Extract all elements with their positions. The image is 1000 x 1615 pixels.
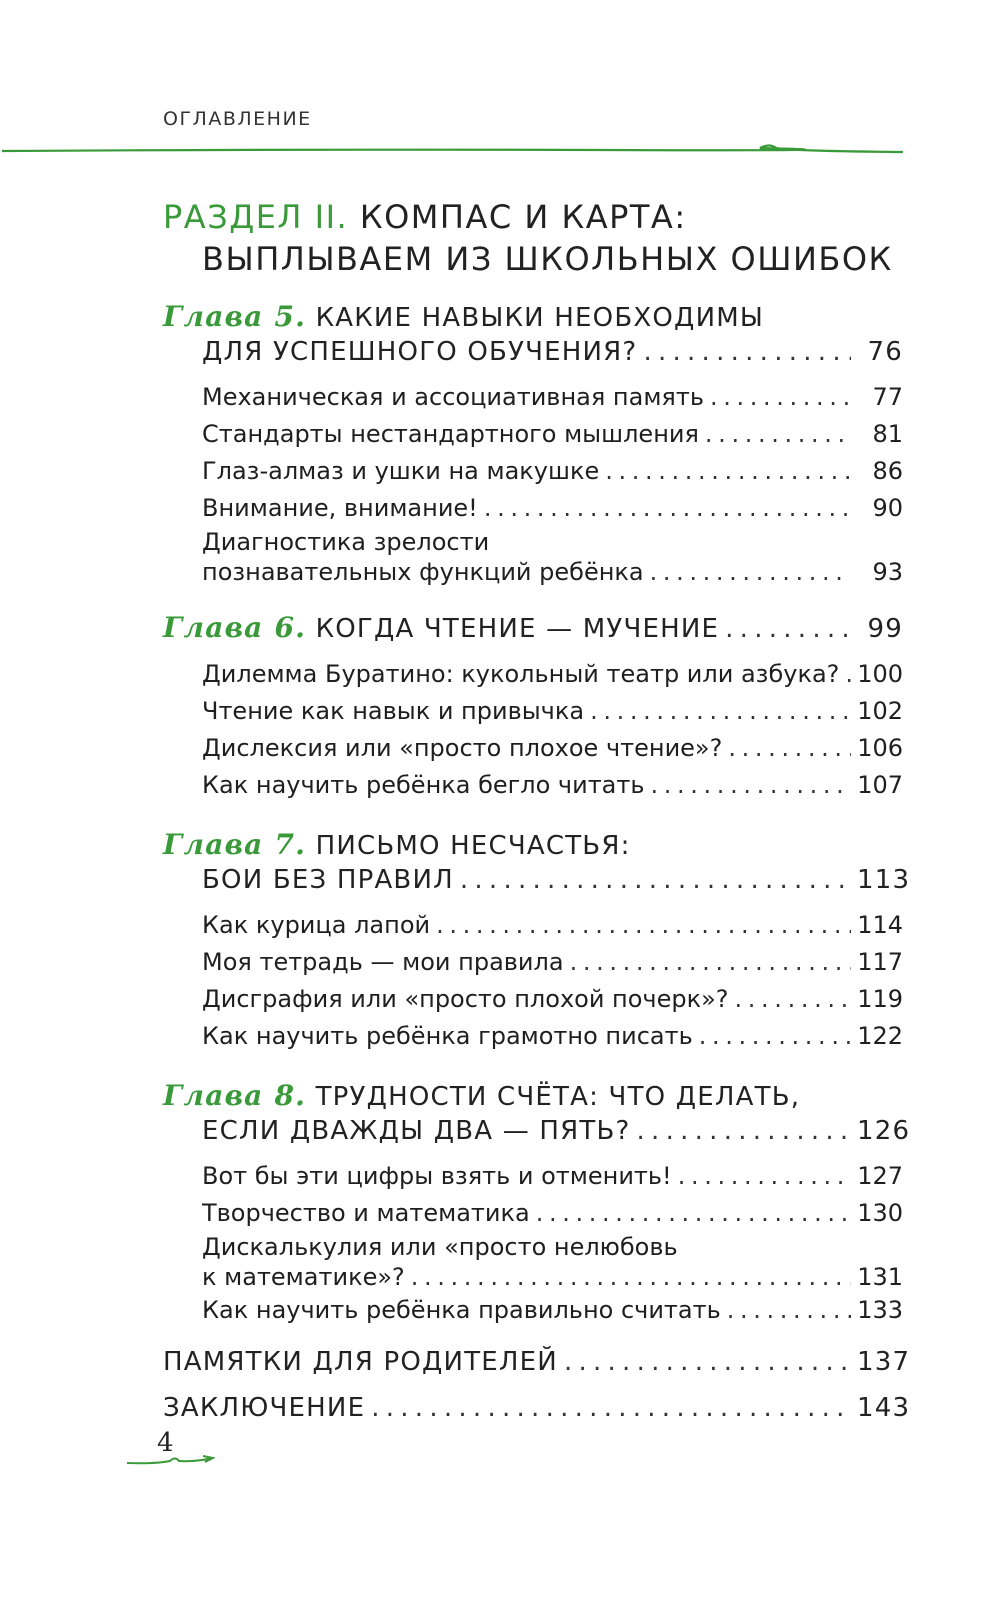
dot-leader: [699, 1018, 851, 1055]
dot-leader: [651, 767, 851, 804]
entry-title: Как научить ребёнка бегло читать: [202, 771, 645, 799]
dot-leader: [605, 453, 851, 490]
dot-leader: [705, 416, 851, 453]
section-heading: [163, 196, 903, 280]
chapter-label: Глава 6.: [163, 611, 307, 644]
chapter-title-cont: ДЛЯ УСПЕШНОГО ОБУЧЕНИЯ?: [202, 337, 638, 367]
entry-title: Как научить ребёнка грамотно писать: [202, 1022, 693, 1050]
entry-title: Чтение как навык и привычка: [202, 697, 585, 725]
page-number: 81: [872, 420, 903, 448]
toc-entry: [163, 907, 903, 944]
page-number: 119: [857, 985, 903, 1013]
toc-entry: [163, 1018, 903, 1055]
entry-title: Творчество и математика: [202, 1199, 530, 1227]
page-number: 107: [857, 771, 903, 799]
chapter-title: КОГДА ЧТЕНИЕ — МУЧЕНИЕ: [315, 614, 720, 644]
entry-title: Стандарты нестандартного мышления: [202, 420, 699, 448]
toc-final-entry: [163, 1385, 911, 1431]
toc-entry: [163, 1292, 903, 1329]
chapter-7: [163, 828, 911, 897]
toc-entry: [163, 1158, 903, 1195]
section-prefix: РАЗДЕЛ II.: [163, 198, 349, 236]
header-divider: [0, 140, 905, 160]
page-number: 77: [872, 383, 903, 411]
toc-final-entry: [163, 1339, 911, 1385]
toc-entry: [163, 767, 903, 804]
entry-title: Дилемма Буратино: кукольный театр или азбука?: [202, 660, 840, 688]
chapter-5: [163, 300, 903, 369]
chapter-label: Глава 7.: [163, 828, 307, 861]
toc-entry: [163, 416, 903, 453]
dot-leader: [710, 379, 851, 416]
toc-entry: [163, 490, 903, 527]
dot-leader: [678, 1158, 851, 1195]
section-title-line1: КОМПАС И КАРТА:: [359, 198, 687, 236]
dot-leader: [590, 693, 851, 730]
page-number: 133: [857, 1296, 903, 1324]
dot-leader: [637, 1114, 851, 1148]
toc-entry: [163, 453, 903, 490]
chapter-title: ПИСЬМО НЕСЧАСТЬЯ:: [315, 831, 631, 861]
page-number: 90: [872, 494, 903, 522]
chapter-title: КАКИЕ НАВЫКИ НЕОБХОДИМЫ: [315, 303, 764, 333]
page-number: 122: [857, 1022, 903, 1050]
dot-leader: [650, 557, 851, 587]
chapter-title: ТРУДНОСТИ СЧЁТА: ЧТО ДЕЛАТЬ,: [315, 1082, 801, 1112]
page-number: 130: [857, 1199, 903, 1227]
entry-title: Дислексия или «просто плохое чтение»?: [202, 734, 723, 762]
section-title-line2: ВЫПЛЫВАЕМ ИЗ ШКОЛЬНЫХ ОШИБОК: [202, 240, 893, 278]
entry-title: ПАМЯТКИ ДЛЯ РОДИТЕЛЕЙ: [163, 1347, 558, 1377]
toc-entry: [163, 379, 903, 416]
page-number: 131: [857, 1263, 903, 1291]
entry-title: к математике»?: [202, 1263, 405, 1291]
dot-leader: [484, 490, 851, 527]
chapter-8: [163, 1079, 911, 1148]
page-number: 113: [857, 865, 911, 895]
entry-title-line1: Дискалькулия или «просто нелюбовь: [202, 1233, 678, 1261]
dot-leader: [725, 612, 851, 646]
dot-leader: [564, 1339, 851, 1385]
chapter-title-cont: БОИ БЕЗ ПРАВИЛ: [202, 865, 454, 895]
dot-leader: [460, 863, 851, 897]
page-number: 100: [857, 660, 903, 688]
folio-page-number: 4: [157, 1428, 174, 1458]
entry-title: Как научить ребёнка правильно считать: [202, 1296, 721, 1324]
entry-title: Моя тетрадь — мои правила: [202, 948, 564, 976]
entry-title: Как курица лапой: [202, 911, 431, 939]
chapter-6: [163, 611, 903, 646]
entry-title-line1: Диагностика зрелости: [202, 528, 490, 556]
entry-title: Внимание, внимание!: [202, 494, 478, 522]
page-number: 126: [857, 1116, 911, 1146]
entry-title: Глаз-алмаз и ушки на макушке: [202, 457, 600, 485]
dot-leader: [643, 335, 851, 369]
page-number: 117: [857, 948, 903, 976]
dot-leader: [845, 656, 851, 693]
running-header: ОГЛАВЛЕНИЕ: [163, 108, 312, 130]
toc-entry: [163, 944, 903, 981]
entry-title: Механическая и ассоциативная память: [202, 383, 704, 411]
page-number: 114: [857, 911, 903, 939]
dot-leader: [570, 944, 851, 981]
toc-entry: [163, 656, 903, 693]
chapter-title-cont: ЕСЛИ ДВАЖДЫ ДВА — ПЯТЬ?: [202, 1116, 631, 1146]
toc-entry: [163, 1195, 903, 1232]
entry-title: Дисграфия или «просто плохой почерк»?: [202, 985, 729, 1013]
page-number: 127: [857, 1162, 903, 1190]
page-number: 137: [857, 1347, 911, 1377]
footer-flourish: [125, 1450, 215, 1470]
dot-leader: [536, 1195, 851, 1232]
chapter-label: Глава 5.: [163, 300, 307, 333]
page-number: 86: [872, 457, 903, 485]
page-number: 106: [857, 734, 903, 762]
page-number: 76: [867, 337, 903, 367]
entry-title: ЗАКЛЮЧЕНИЕ: [163, 1393, 366, 1423]
toc-entry: [163, 1232, 903, 1292]
table-of-contents: [163, 300, 911, 1431]
page-number: 99: [867, 614, 903, 644]
toc-entry: [163, 981, 903, 1018]
page-number: 143: [857, 1393, 911, 1423]
toc-entry: [163, 730, 903, 767]
entry-title: познавательных функций ребёнка: [202, 558, 644, 586]
dot-leader: [371, 1385, 851, 1431]
dot-leader: [411, 1262, 851, 1292]
page-number: 102: [857, 697, 903, 725]
entry-title: Вот бы эти цифры взять и отменить!: [202, 1162, 672, 1190]
page-number: 93: [872, 558, 903, 586]
dot-leader: [728, 730, 851, 767]
dot-leader: [727, 1292, 851, 1329]
chapter-label: Глава 8.: [163, 1079, 307, 1112]
dot-leader: [436, 907, 851, 944]
dot-leader: [735, 981, 851, 1018]
toc-entry: [163, 527, 903, 587]
toc-entry: [163, 693, 903, 730]
